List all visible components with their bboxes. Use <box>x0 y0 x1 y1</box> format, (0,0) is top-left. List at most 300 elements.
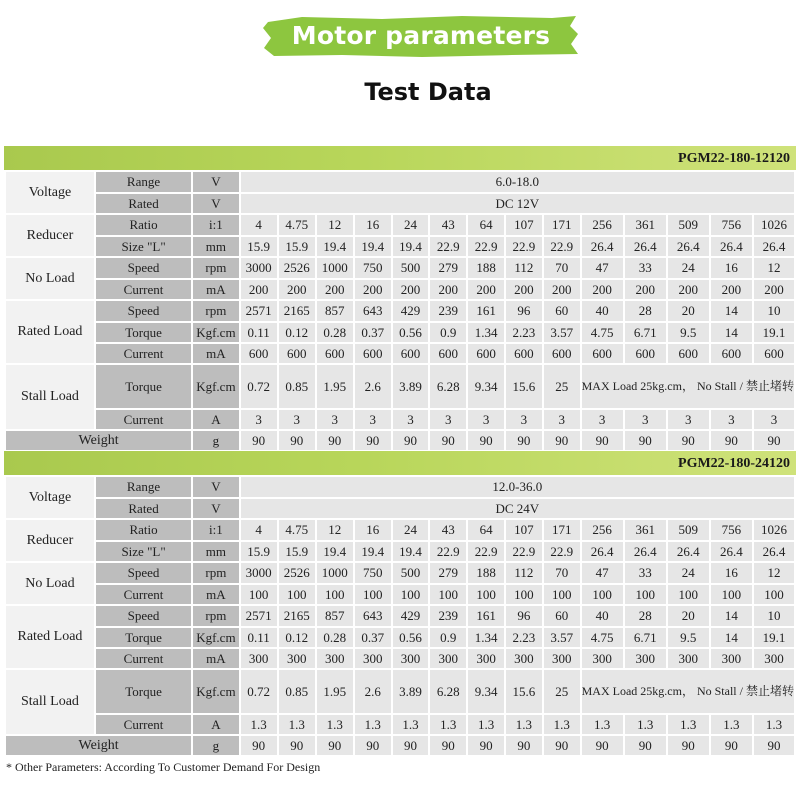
page-subtitle: Test Data <box>364 78 492 106</box>
unit-cell: rpm <box>193 563 238 583</box>
no-load-current-value: 200 <box>355 280 391 299</box>
stall-torque-value: 6.28 <box>430 365 466 408</box>
rated-voltage-value: DC 12V <box>241 194 794 213</box>
footnote: * Other Parameters: According To Customer Demand For Design <box>6 760 321 774</box>
size-value: 19.4 <box>393 542 429 561</box>
unit-cell: mA <box>193 280 238 299</box>
no-load-speed-value: 47 <box>582 563 623 583</box>
stall-torque-value: 1.95 <box>317 365 353 408</box>
rated-torque-value: 2.23 <box>506 628 542 647</box>
no-load-speed-value: 750 <box>355 258 391 278</box>
stall-current-value: 1.3 <box>544 715 580 734</box>
weight-value: 90 <box>711 431 752 450</box>
ratio-value: 256 <box>582 520 623 540</box>
weight-value: 90 <box>668 736 709 755</box>
size-value: 26.4 <box>582 237 623 256</box>
size-value: 26.4 <box>668 237 709 256</box>
model-header-bar <box>4 451 796 475</box>
no-load-speed-value: 33 <box>625 563 666 583</box>
no-load-current-value: 200 <box>506 280 542 299</box>
stall-load-label: Stall Load <box>6 365 94 429</box>
stall-current-value: 1.3 <box>668 715 709 734</box>
no-load-speed-value: 3000 <box>241 258 277 278</box>
size-value: 22.9 <box>506 237 542 256</box>
rated-speed-value: 429 <box>393 301 429 321</box>
weight-value: 90 <box>241 736 277 755</box>
rated-current-value: 600 <box>468 344 504 363</box>
no-load-speed-value: 12 <box>754 563 794 583</box>
stall-current-value: 3 <box>711 410 752 429</box>
current-label: Current <box>96 715 191 734</box>
unit-cell: i:1 <box>193 215 238 235</box>
no-load-current-value: 100 <box>355 585 391 604</box>
ratio-value: 756 <box>711 520 752 540</box>
torque-label: Torque <box>96 628 191 647</box>
current-label: Current <box>96 344 191 363</box>
size-value: 26.4 <box>711 237 752 256</box>
rated-voltage-value: DC 24V <box>241 499 794 518</box>
ratio-value: 509 <box>668 215 709 235</box>
unit-cell: mm <box>193 542 238 561</box>
rated-current-value: 600 <box>711 344 752 363</box>
weight-value: 90 <box>317 431 353 450</box>
rated-torque-value: 0.56 <box>393 628 429 647</box>
ratio-value: 171 <box>544 215 580 235</box>
size-value: 15.9 <box>241 542 277 561</box>
stall-torque-value: 9.34 <box>468 365 504 408</box>
stall-torque-value: 0.85 <box>279 670 315 713</box>
ratio-value: 107 <box>506 520 542 540</box>
no-load-current-value: 100 <box>506 585 542 604</box>
torque-label: Torque <box>96 323 191 342</box>
unit-cell: mA <box>193 649 238 668</box>
stall-current-value: 3 <box>668 410 709 429</box>
stall-torque-value: 25 <box>544 670 580 713</box>
rated-speed-value: 20 <box>668 301 709 321</box>
size-value: 26.4 <box>668 542 709 561</box>
no-load-speed-value: 500 <box>393 258 429 278</box>
rated-torque-value: 0.37 <box>355 628 391 647</box>
rated-torque-value: 2.23 <box>506 323 542 342</box>
rated-current-value: 300 <box>711 649 752 668</box>
weight-value: 90 <box>279 431 315 450</box>
spec-table <box>4 170 796 452</box>
rated-torque-value: 19.1 <box>754 323 794 342</box>
size-value: 19.4 <box>355 542 391 561</box>
ratio-value: 43 <box>430 520 466 540</box>
rated-current-value: 600 <box>506 344 542 363</box>
no-load-speed-value: 1000 <box>317 258 353 278</box>
unit-cell: A <box>193 715 238 734</box>
rated-torque-value: 0.28 <box>317 628 353 647</box>
no-load-speed-value: 16 <box>711 258 752 278</box>
model-name: PGM22-180-24120 <box>678 456 790 471</box>
stall-torque-value: 0.72 <box>241 670 277 713</box>
rated-speed-value: 10 <box>754 606 794 626</box>
rated-speed-value: 2571 <box>241 606 277 626</box>
rated-speed-value: 429 <box>393 606 429 626</box>
model-spec-block <box>4 451 796 751</box>
rated-current-value: 300 <box>393 649 429 668</box>
ratio-value: 361 <box>625 520 666 540</box>
no-load-current-value: 200 <box>582 280 623 299</box>
size-value: 22.9 <box>430 542 466 561</box>
rated-torque-value: 6.71 <box>625 628 666 647</box>
no-load-current-value: 200 <box>241 280 277 299</box>
rated-torque-value: 0.11 <box>241 628 277 647</box>
stall-current-value: 3 <box>393 410 429 429</box>
size-value: 22.9 <box>544 542 580 561</box>
no-load-current-value: 200 <box>430 280 466 299</box>
rated-current-value: 600 <box>241 344 277 363</box>
weight-value: 90 <box>625 736 666 755</box>
ratio-value: 16 <box>355 215 391 235</box>
speed-label: Speed <box>96 258 191 278</box>
unit-cell: V <box>193 194 238 213</box>
unit-cell: rpm <box>193 258 238 278</box>
weight-label: Weight <box>6 431 191 450</box>
rated-torque-value: 0.56 <box>393 323 429 342</box>
stall-current-value: 3 <box>754 410 794 429</box>
no-load-speed-value: 3000 <box>241 563 277 583</box>
no-load-label: No Load <box>6 563 94 604</box>
current-label: Current <box>96 649 191 668</box>
stall-torque-value: 0.72 <box>241 365 277 408</box>
no-load-current-value: 200 <box>668 280 709 299</box>
unit-cell: V <box>193 172 238 192</box>
weight-value: 90 <box>468 431 504 450</box>
ratio-value: 509 <box>668 520 709 540</box>
no-load-speed-value: 188 <box>468 258 504 278</box>
no-load-speed-value: 70 <box>544 563 580 583</box>
no-load-current-value: 200 <box>544 280 580 299</box>
weight-value: 90 <box>430 431 466 450</box>
rated-speed-value: 857 <box>317 301 353 321</box>
ratio-value: 12 <box>317 520 353 540</box>
stall-torque-value: 2.6 <box>355 670 391 713</box>
weight-value: 90 <box>279 736 315 755</box>
stall-torque-value: 15.6 <box>506 365 542 408</box>
weight-value: 90 <box>393 431 429 450</box>
size-value: 15.9 <box>279 542 315 561</box>
rated-torque-value: 0.28 <box>317 323 353 342</box>
rated-current-value: 300 <box>625 649 666 668</box>
rated-torque-value: 0.37 <box>355 323 391 342</box>
unit-cell: A <box>193 410 238 429</box>
rated-label: Rated <box>96 499 191 518</box>
no-load-current-value: 200 <box>711 280 752 299</box>
rated-speed-value: 643 <box>355 606 391 626</box>
weight-unit: g <box>193 736 238 755</box>
no-load-speed-value: 279 <box>430 563 466 583</box>
rated-torque-value: 6.71 <box>625 323 666 342</box>
speed-label: Speed <box>96 301 191 321</box>
stall-current-value: 3 <box>279 410 315 429</box>
model-header-bar <box>4 146 796 170</box>
size-value: 26.4 <box>754 542 794 561</box>
rated-speed-value: 2571 <box>241 301 277 321</box>
rated-current-value: 300 <box>506 649 542 668</box>
torque-label: Torque <box>96 670 191 713</box>
no-load-current-value: 200 <box>317 280 353 299</box>
no-load-speed-value: 279 <box>430 258 466 278</box>
rated-speed-value: 857 <box>317 606 353 626</box>
voltage-label: Voltage <box>6 477 94 518</box>
rated-current-value: 600 <box>393 344 429 363</box>
ratio-value: 64 <box>468 520 504 540</box>
stall-current-value: 3 <box>430 410 466 429</box>
weight-value: 90 <box>544 736 580 755</box>
rated-torque-value: 19.1 <box>754 628 794 647</box>
stall-current-value: 3 <box>544 410 580 429</box>
unit-cell: mA <box>193 344 238 363</box>
size-value: 22.9 <box>544 237 580 256</box>
size-value: 26.4 <box>754 237 794 256</box>
size-label: Size "L" <box>96 237 191 256</box>
no-load-speed-value: 24 <box>668 563 709 583</box>
rated-torque-value: 14 <box>711 628 752 647</box>
unit-cell: Kgf.cm <box>193 670 238 713</box>
ratio-value: 361 <box>625 215 666 235</box>
stall-torque-value: 15.6 <box>506 670 542 713</box>
voltage-label: Voltage <box>6 172 94 213</box>
rated-current-value: 300 <box>430 649 466 668</box>
stall-torque-value: 9.34 <box>468 670 504 713</box>
unit-cell: Kgf.cm <box>193 323 238 342</box>
current-label: Current <box>96 410 191 429</box>
no-load-current-value: 200 <box>625 280 666 299</box>
rated-current-value: 300 <box>279 649 315 668</box>
ratio-value: 12 <box>317 215 353 235</box>
stall-torque-value: 0.85 <box>279 365 315 408</box>
weight-value: 90 <box>506 431 542 450</box>
rated-current-value: 300 <box>317 649 353 668</box>
rated-current-value: 300 <box>668 649 709 668</box>
no-load-current-value: 200 <box>468 280 504 299</box>
unit-cell: Kgf.cm <box>193 365 238 408</box>
rated-current-value: 600 <box>430 344 466 363</box>
rated-speed-value: 40 <box>582 301 623 321</box>
size-value: 22.9 <box>506 542 542 561</box>
no-load-speed-value: 1000 <box>317 563 353 583</box>
no-load-current-value: 200 <box>393 280 429 299</box>
stall-note: MAX Load 25kg.cm， No Stall / 禁止堵转 <box>582 365 794 408</box>
unit-cell: i:1 <box>193 520 238 540</box>
no-load-current-value: 100 <box>544 585 580 604</box>
weight-value: 90 <box>625 431 666 450</box>
unit-cell: mA <box>193 585 238 604</box>
rated-speed-value: 28 <box>625 301 666 321</box>
no-load-current-value: 100 <box>241 585 277 604</box>
rated-torque-value: 0.9 <box>430 628 466 647</box>
ratio-label: Ratio <box>96 215 191 235</box>
ratio-value: 756 <box>711 215 752 235</box>
rated-current-value: 600 <box>317 344 353 363</box>
stall-current-value: 1.3 <box>241 715 277 734</box>
size-value: 15.9 <box>279 237 315 256</box>
rated-torque-value: 4.75 <box>582 323 623 342</box>
no-load-current-value: 100 <box>279 585 315 604</box>
size-value: 26.4 <box>625 542 666 561</box>
no-load-speed-value: 112 <box>506 563 542 583</box>
rated-speed-value: 14 <box>711 606 752 626</box>
model-name: PGM22-180-12120 <box>678 151 790 166</box>
weight-label: Weight <box>6 736 191 755</box>
unit-cell: rpm <box>193 301 238 321</box>
stall-torque-value: 6.28 <box>430 670 466 713</box>
rated-torque-value: 1.34 <box>468 628 504 647</box>
no-load-current-value: 200 <box>279 280 315 299</box>
rated-torque-value: 14 <box>711 323 752 342</box>
stall-note: MAX Load 25kg.cm， No Stall / 禁止堵转 <box>582 670 794 713</box>
rated-speed-value: 20 <box>668 606 709 626</box>
rated-speed-value: 2165 <box>279 606 315 626</box>
weight-value: 90 <box>355 431 391 450</box>
weight-value: 90 <box>317 736 353 755</box>
ratio-value: 24 <box>393 215 429 235</box>
ratio-value: 256 <box>582 215 623 235</box>
rated-speed-value: 96 <box>506 301 542 321</box>
no-load-current-value: 100 <box>317 585 353 604</box>
no-load-current-value: 100 <box>430 585 466 604</box>
ratio-label: Ratio <box>96 520 191 540</box>
ratio-value: 4.75 <box>279 520 315 540</box>
unit-cell: V <box>193 499 238 518</box>
stall-load-label: Stall Load <box>6 670 94 734</box>
range-label: Range <box>96 477 191 497</box>
size-value: 19.4 <box>317 542 353 561</box>
stall-current-value: 1.3 <box>393 715 429 734</box>
no-load-speed-value: 12 <box>754 258 794 278</box>
size-value: 22.9 <box>468 237 504 256</box>
rated-current-value: 300 <box>582 649 623 668</box>
rated-speed-value: 96 <box>506 606 542 626</box>
rated-torque-value: 0.9 <box>430 323 466 342</box>
no-load-speed-value: 750 <box>355 563 391 583</box>
rated-current-value: 300 <box>544 649 580 668</box>
stall-current-value: 1.3 <box>506 715 542 734</box>
stall-current-value: 1.3 <box>279 715 315 734</box>
no-load-current-value: 100 <box>582 585 623 604</box>
stall-torque-value: 2.6 <box>355 365 391 408</box>
weight-value: 90 <box>754 431 794 450</box>
rated-load-label: Rated Load <box>6 606 94 668</box>
rated-speed-value: 60 <box>544 606 580 626</box>
stall-current-value: 1.3 <box>317 715 353 734</box>
rated-torque-value: 9.5 <box>668 628 709 647</box>
stall-torque-value: 3.89 <box>393 365 429 408</box>
speed-label: Speed <box>96 563 191 583</box>
no-load-current-value: 100 <box>468 585 504 604</box>
rated-speed-value: 60 <box>544 301 580 321</box>
current-label: Current <box>96 280 191 299</box>
no-load-speed-value: 47 <box>582 258 623 278</box>
rated-current-value: 600 <box>582 344 623 363</box>
rated-current-value: 600 <box>279 344 315 363</box>
banner-title: Motor parameters <box>291 21 551 50</box>
ratio-value: 4 <box>241 215 277 235</box>
speed-label: Speed <box>96 606 191 626</box>
reducer-label: Reducer <box>6 215 94 256</box>
rated-speed-value: 161 <box>468 301 504 321</box>
weight-value: 90 <box>430 736 466 755</box>
ratio-value: 107 <box>506 215 542 235</box>
no-load-current-value: 200 <box>754 280 794 299</box>
weight-value: 90 <box>582 431 623 450</box>
model-spec-block <box>4 146 796 446</box>
stall-current-value: 1.3 <box>711 715 752 734</box>
size-value: 19.4 <box>317 237 353 256</box>
no-load-speed-value: 33 <box>625 258 666 278</box>
reducer-label: Reducer <box>6 520 94 561</box>
current-label: Current <box>96 585 191 604</box>
stall-torque-value: 25 <box>544 365 580 408</box>
stall-current-value: 3 <box>355 410 391 429</box>
size-value: 22.9 <box>430 237 466 256</box>
no-load-speed-value: 112 <box>506 258 542 278</box>
rated-torque-value: 0.12 <box>279 628 315 647</box>
no-load-speed-value: 500 <box>393 563 429 583</box>
torque-label: Torque <box>96 365 191 408</box>
title-banner <box>262 14 580 58</box>
rated-current-value: 600 <box>668 344 709 363</box>
stall-current-value: 1.3 <box>582 715 623 734</box>
rated-speed-value: 239 <box>430 301 466 321</box>
rated-torque-value: 3.57 <box>544 628 580 647</box>
weight-value: 90 <box>393 736 429 755</box>
no-load-speed-value: 16 <box>711 563 752 583</box>
voltage-range-value: 6.0-18.0 <box>241 172 794 192</box>
weight-value: 90 <box>668 431 709 450</box>
stall-current-value: 1.3 <box>754 715 794 734</box>
rated-current-value: 600 <box>355 344 391 363</box>
rated-current-value: 600 <box>544 344 580 363</box>
stall-current-value: 1.3 <box>468 715 504 734</box>
stall-current-value: 3 <box>506 410 542 429</box>
rated-current-value: 600 <box>754 344 794 363</box>
stall-current-value: 3 <box>582 410 623 429</box>
size-label: Size "L" <box>96 542 191 561</box>
weight-value: 90 <box>711 736 752 755</box>
unit-cell: Kgf.cm <box>193 628 238 647</box>
rated-label: Rated <box>96 194 191 213</box>
rated-speed-value: 643 <box>355 301 391 321</box>
rated-torque-value: 9.5 <box>668 323 709 342</box>
ratio-value: 4 <box>241 520 277 540</box>
voltage-range-value: 12.0-36.0 <box>241 477 794 497</box>
weight-value: 90 <box>468 736 504 755</box>
no-load-speed-value: 24 <box>668 258 709 278</box>
size-value: 15.9 <box>241 237 277 256</box>
rated-current-value: 300 <box>241 649 277 668</box>
ratio-value: 16 <box>355 520 391 540</box>
rated-current-value: 600 <box>625 344 666 363</box>
rated-torque-value: 4.75 <box>582 628 623 647</box>
rated-speed-value: 2165 <box>279 301 315 321</box>
unit-cell: V <box>193 477 238 497</box>
weight-value: 90 <box>582 736 623 755</box>
rated-torque-value: 0.12 <box>279 323 315 342</box>
weight-value: 90 <box>355 736 391 755</box>
stall-torque-value: 1.95 <box>317 670 353 713</box>
stall-current-value: 1.3 <box>430 715 466 734</box>
size-value: 26.4 <box>582 542 623 561</box>
rated-speed-value: 239 <box>430 606 466 626</box>
weight-unit: g <box>193 431 238 450</box>
size-value: 19.4 <box>393 237 429 256</box>
ratio-value: 1026 <box>754 215 794 235</box>
size-value: 19.4 <box>355 237 391 256</box>
